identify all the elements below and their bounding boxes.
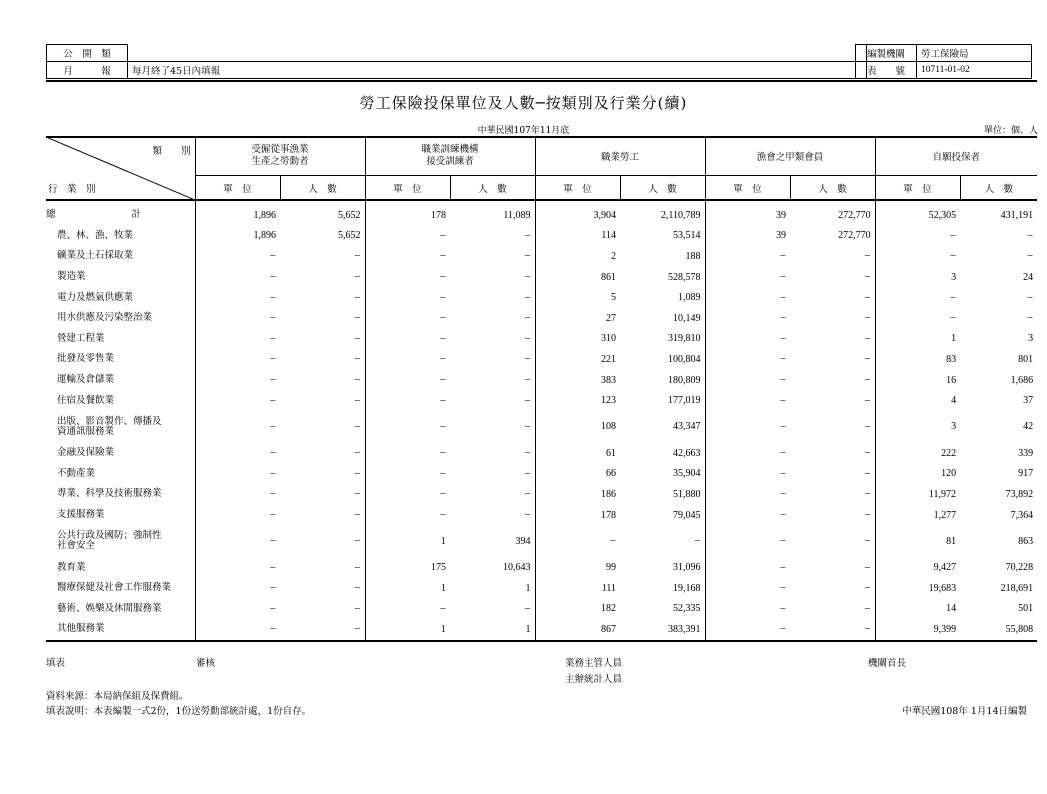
cell-persons: − bbox=[694, 535, 701, 548]
cell-persons: − bbox=[524, 467, 531, 480]
cell-persons: − bbox=[354, 271, 361, 284]
cell-persons: − bbox=[864, 535, 871, 548]
header-value-agency: 勞工保險局 bbox=[917, 45, 1032, 62]
cell-persons: 79,045 bbox=[673, 509, 701, 521]
cell-units: − bbox=[705, 599, 790, 620]
cell-persons: − bbox=[864, 488, 871, 501]
table-row bbox=[46, 287, 1037, 308]
cell-persons: 24 bbox=[1023, 271, 1034, 283]
cell-persons: − bbox=[864, 420, 871, 433]
cell-units: − bbox=[195, 267, 280, 288]
cell-units: 1 bbox=[875, 329, 960, 350]
subheader-persons: 人 數 bbox=[790, 176, 875, 201]
cell-units: 1 bbox=[365, 619, 450, 641]
cell-persons: − bbox=[864, 332, 871, 345]
cell-units: 39 bbox=[705, 200, 790, 226]
header-left-row bbox=[47, 45, 867, 62]
cell-persons: − bbox=[864, 509, 871, 522]
corner-cell bbox=[46, 137, 195, 200]
cell-units: − bbox=[705, 329, 790, 350]
cell-units: − bbox=[195, 484, 280, 505]
cell-units: 61 bbox=[535, 443, 620, 464]
cell-persons: − bbox=[1026, 312, 1034, 325]
row-label-industry: 用水供應及污染整治業 bbox=[57, 312, 153, 324]
subheader-units: 單 位 bbox=[365, 176, 450, 201]
cell-persons: 51,880 bbox=[673, 488, 701, 500]
cell-persons: 528,578 bbox=[668, 271, 701, 283]
row-label-industry: 不動產業 bbox=[57, 467, 96, 479]
cell-persons: 100,804 bbox=[668, 353, 701, 365]
cell-units: − bbox=[365, 390, 450, 411]
cell-persons: − bbox=[524, 312, 531, 325]
table-row bbox=[46, 578, 1037, 599]
cell-units: − bbox=[705, 525, 790, 557]
group-header-fishery-workers: 受僱從事漁業 生產之勞動者 bbox=[195, 137, 365, 176]
cell-persons: − bbox=[354, 561, 361, 574]
corner-bottom-label: 行 業 別 bbox=[48, 184, 96, 195]
cell-units: 1,896 bbox=[195, 200, 280, 226]
cell-units: 19,683 bbox=[875, 578, 960, 599]
cell-persons: 272,770 bbox=[838, 230, 871, 242]
cell-persons: − bbox=[524, 250, 531, 263]
table-row bbox=[46, 411, 1037, 443]
cell-units: − bbox=[705, 557, 790, 578]
table-row bbox=[46, 246, 1037, 267]
header-value-period: 每月終了45日內填報 bbox=[128, 62, 867, 79]
cell-persons: 1,089 bbox=[678, 292, 701, 304]
cell-persons: − bbox=[524, 291, 531, 304]
cell-persons: − bbox=[864, 447, 871, 460]
cell-units: − bbox=[705, 370, 790, 391]
table-body bbox=[46, 200, 1037, 641]
cell-persons: 43,347 bbox=[673, 421, 701, 433]
cell-units: − bbox=[875, 246, 960, 267]
cell-persons: − bbox=[864, 467, 871, 480]
header-right-box bbox=[855, 44, 1032, 79]
cell-persons: 19,168 bbox=[673, 582, 701, 594]
cell-units: − bbox=[195, 308, 280, 329]
cell-units: 3,904 bbox=[535, 200, 620, 226]
footer-supervisor: 業務主管人員 bbox=[565, 658, 623, 669]
subheader-persons: 人 數 bbox=[450, 176, 535, 201]
group-header-fishermen-association: 漁會之甲類會員 bbox=[705, 137, 875, 176]
top-rule bbox=[46, 80, 1037, 82]
footer-date: 中華民國108年 1月14日編製 bbox=[902, 706, 1027, 717]
cell-units: − bbox=[365, 505, 450, 526]
cell-units: − bbox=[705, 349, 790, 370]
row-label-industry: 金融及保險業 bbox=[57, 447, 115, 459]
cell-units: 1 bbox=[365, 525, 450, 557]
cell-persons: 10,149 bbox=[673, 312, 701, 324]
cell-persons: 10,643 bbox=[503, 562, 531, 574]
cell-persons: − bbox=[864, 374, 871, 387]
subheader-units: 單 位 bbox=[535, 176, 620, 201]
cell-persons: 7,364 bbox=[1010, 509, 1034, 521]
cell-persons: 42,663 bbox=[673, 447, 701, 459]
table-row bbox=[46, 390, 1037, 411]
cell-units: − bbox=[365, 599, 450, 620]
cell-units: − bbox=[705, 578, 790, 599]
row-label-industry: 批發及零售業 bbox=[57, 353, 115, 365]
cell-units: − bbox=[365, 349, 450, 370]
table-row bbox=[46, 443, 1037, 464]
data-table bbox=[46, 137, 1037, 642]
subheader-units: 單 位 bbox=[875, 176, 960, 201]
footer-review: 審核 bbox=[196, 658, 216, 669]
table-row bbox=[46, 464, 1037, 485]
cell-persons: 70,228 bbox=[1005, 562, 1034, 574]
cell-persons: 5,652 bbox=[338, 230, 361, 242]
table-row bbox=[46, 200, 1037, 226]
cell-persons: 394 bbox=[515, 535, 531, 547]
row-label-industry: 電力及燃氣供應業 bbox=[57, 291, 134, 303]
cell-persons: 272,770 bbox=[838, 209, 871, 221]
subheader-persons: 人 數 bbox=[280, 176, 365, 201]
row-label-industry: 農、林、漁、牧業 bbox=[57, 229, 134, 241]
cell-units: − bbox=[195, 370, 280, 391]
cell-persons: 3 bbox=[1028, 333, 1034, 345]
header-value-form-no: 10711-01-02 bbox=[917, 62, 1032, 79]
cell-units: − bbox=[365, 246, 450, 267]
cell-units: 861 bbox=[535, 267, 620, 288]
cell-units: − bbox=[365, 464, 450, 485]
cell-persons: 1,686 bbox=[1010, 374, 1034, 386]
cell-units: 1,277 bbox=[875, 505, 960, 526]
table-row bbox=[46, 267, 1037, 288]
page-title: 勞工保險投保單位及人數─按類別及行業分(續) bbox=[359, 94, 688, 112]
cell-persons: 1 bbox=[450, 619, 535, 641]
cell-persons: 339 bbox=[1018, 447, 1034, 459]
cell-units: − bbox=[365, 411, 450, 443]
cell-persons: − bbox=[524, 271, 531, 284]
cell-units: 4 bbox=[875, 390, 960, 411]
cell-persons: 42 bbox=[1023, 421, 1034, 433]
cell-persons: − bbox=[864, 250, 871, 263]
cell-units: − bbox=[365, 443, 450, 464]
cell-persons: 383,391 bbox=[620, 619, 705, 641]
table-row bbox=[46, 484, 1037, 505]
cell-units: 5 bbox=[535, 287, 620, 308]
cell-persons: 73,892 bbox=[1005, 488, 1034, 500]
cell-persons: − bbox=[354, 420, 361, 433]
cell-persons: − bbox=[864, 394, 871, 407]
group-header-occupational-workers: 職業勞工 bbox=[535, 137, 705, 176]
cell-units: − bbox=[705, 267, 790, 288]
cell-persons: − bbox=[354, 582, 361, 595]
cell-units: − bbox=[195, 505, 280, 526]
cell-units: − bbox=[705, 246, 790, 267]
cell-units: − bbox=[195, 287, 280, 308]
cell-units: − bbox=[705, 411, 790, 443]
row-label-industry: 製造業 bbox=[57, 271, 86, 283]
cell-units: 39 bbox=[705, 226, 790, 247]
cell-persons: 180,809 bbox=[668, 374, 701, 386]
footer-source: 資料來源：本局納保組及保費組。 bbox=[46, 691, 189, 702]
cell-units: 14 bbox=[875, 599, 960, 620]
cell-persons: − bbox=[354, 312, 361, 325]
cell-persons: 863 bbox=[1018, 535, 1034, 547]
cell-persons: − bbox=[1026, 291, 1034, 304]
cell-persons: − bbox=[864, 561, 871, 574]
cell-persons: − bbox=[354, 509, 361, 522]
cell-units: − bbox=[705, 390, 790, 411]
table-row bbox=[46, 329, 1037, 350]
cell-persons: − bbox=[354, 447, 361, 460]
cell-persons: − bbox=[1026, 250, 1034, 263]
cell-persons: 218,691 bbox=[1000, 582, 1034, 594]
cell-units: 1 bbox=[365, 578, 450, 599]
cell-persons: − bbox=[354, 353, 361, 366]
cell-units: − bbox=[875, 308, 960, 329]
cell-units: 11,972 bbox=[875, 484, 960, 505]
table-row bbox=[46, 557, 1037, 578]
cell-persons: − bbox=[864, 582, 871, 595]
cell-persons: − bbox=[524, 488, 531, 501]
cell-units: 9,399 bbox=[875, 619, 960, 641]
corner-top-label: 類 別 bbox=[152, 146, 191, 157]
cell-units: − bbox=[195, 619, 280, 641]
cell-units: 175 bbox=[365, 557, 450, 578]
cell-persons: − bbox=[864, 312, 871, 325]
cell-persons: − bbox=[864, 291, 871, 304]
cell-persons: − bbox=[354, 250, 361, 263]
header-right-row bbox=[856, 45, 1032, 62]
table-row bbox=[46, 308, 1037, 329]
cell-units: − bbox=[365, 484, 450, 505]
cell-persons: − bbox=[524, 447, 531, 460]
cell-persons: − bbox=[524, 353, 531, 366]
cell-units: − bbox=[195, 578, 280, 599]
cell-units: 108 bbox=[535, 411, 620, 443]
row-label-industry: 藝術、娛樂及休閒服務業 bbox=[57, 602, 162, 614]
group-header-row bbox=[46, 137, 1037, 176]
row-label-industry: 支援服務業 bbox=[57, 509, 105, 521]
row-label-industry: 其他服務業 bbox=[46, 619, 195, 641]
cell-units: − bbox=[195, 390, 280, 411]
header-left-box bbox=[46, 44, 867, 79]
cell-persons: − bbox=[524, 332, 531, 345]
cell-persons: 53,514 bbox=[673, 230, 701, 242]
cell-units: 182 bbox=[535, 599, 620, 620]
cell-units: − bbox=[195, 246, 280, 267]
cell-units: − bbox=[705, 505, 790, 526]
table-row bbox=[46, 619, 1037, 641]
cell-units: 178 bbox=[365, 200, 450, 226]
row-label-industry: 專業、科學及技術服務業 bbox=[57, 488, 162, 500]
row-label-industry: 住宿及餐飲業 bbox=[57, 394, 115, 406]
row-label-industry: 教育業 bbox=[57, 561, 86, 573]
cell-persons: − bbox=[354, 332, 361, 345]
subheader-persons: 人 數 bbox=[960, 176, 1037, 201]
cell-units: 114 bbox=[535, 226, 620, 247]
cell-units: 310 bbox=[535, 329, 620, 350]
cell-persons: − bbox=[524, 374, 531, 387]
cell-persons: − bbox=[280, 619, 365, 641]
cell-persons: − bbox=[524, 420, 531, 433]
cell-units: − bbox=[195, 329, 280, 350]
cell-units: 99 bbox=[535, 557, 620, 578]
subheader-units: 單 位 bbox=[195, 176, 280, 201]
cell-units: − bbox=[365, 267, 450, 288]
cell-units: 111 bbox=[535, 578, 620, 599]
cell-units: 9,427 bbox=[875, 557, 960, 578]
table-row bbox=[46, 349, 1037, 370]
cell-units: − bbox=[365, 226, 450, 247]
table-row bbox=[46, 599, 1037, 620]
cell-persons: − bbox=[524, 229, 531, 242]
cell-persons: 2,110,789 bbox=[660, 209, 701, 221]
cell-units: 3 bbox=[875, 411, 960, 443]
cell-units: − bbox=[705, 308, 790, 329]
cell-units: − bbox=[365, 308, 450, 329]
cell-units: 27 bbox=[535, 308, 620, 329]
row-label-industry: 營建工程業 bbox=[57, 332, 105, 344]
cell-persons: 801 bbox=[1018, 353, 1034, 365]
cell-persons: 55,808 bbox=[960, 619, 1037, 641]
cell-persons: − bbox=[1026, 229, 1034, 242]
cell-persons: − bbox=[524, 602, 531, 615]
cell-persons: 5,652 bbox=[338, 209, 361, 221]
cell-units: 123 bbox=[535, 390, 620, 411]
row-label-industry: 醫療保健及社會工作服務業 bbox=[57, 582, 172, 594]
cell-units: − bbox=[365, 329, 450, 350]
cell-persons: − bbox=[354, 467, 361, 480]
cell-persons: − bbox=[354, 394, 361, 407]
cell-persons: 37 bbox=[1023, 395, 1034, 407]
cell-persons: − bbox=[354, 291, 361, 304]
subheader-units: 單 位 bbox=[705, 176, 790, 201]
cell-units: − bbox=[195, 411, 280, 443]
cell-persons: 501 bbox=[1018, 603, 1034, 615]
table-row bbox=[46, 370, 1037, 391]
cell-units: − bbox=[705, 443, 790, 464]
row-label-industry: 出版、影音製作、傳播及 資通訊服務業 bbox=[57, 415, 162, 437]
row-label-total: 總 計 bbox=[46, 209, 142, 221]
cell-units: − bbox=[195, 464, 280, 485]
cell-units: − bbox=[535, 525, 620, 557]
cell-units: 81 bbox=[875, 525, 960, 557]
header-left-row bbox=[47, 62, 867, 79]
cell-persons: 35,904 bbox=[673, 468, 701, 480]
header-right-row bbox=[856, 62, 1032, 79]
footer-note: 填表說明：本表編製一式2份，1份送勞動部統計處，1份自存。 bbox=[46, 706, 312, 717]
cell-persons: − bbox=[864, 271, 871, 284]
cell-units: − bbox=[875, 226, 960, 247]
cell-persons: 917 bbox=[1018, 468, 1034, 480]
cell-units: 178 bbox=[535, 505, 620, 526]
cell-units: − bbox=[705, 287, 790, 308]
cell-units: − bbox=[195, 525, 280, 557]
footer-head: 機關首長 bbox=[868, 658, 907, 669]
header-label-period: 月 報 bbox=[47, 62, 128, 79]
cell-units: 222 bbox=[875, 443, 960, 464]
cell-persons: − bbox=[864, 602, 871, 615]
cell-units: 66 bbox=[535, 464, 620, 485]
cell-persons: 31,096 bbox=[673, 562, 701, 574]
cell-units: − bbox=[875, 287, 960, 308]
header-label-class: 公 開 類 bbox=[47, 45, 128, 62]
cell-persons: 431,191 bbox=[1000, 209, 1034, 221]
cell-units: 383 bbox=[535, 370, 620, 391]
cell-persons: − bbox=[354, 374, 361, 387]
table-row bbox=[46, 226, 1037, 247]
table-row bbox=[46, 505, 1037, 526]
cell-units: 2 bbox=[535, 246, 620, 267]
cell-units: 186 bbox=[535, 484, 620, 505]
cell-units: 3 bbox=[875, 267, 960, 288]
cell-persons: − bbox=[790, 619, 875, 641]
header-label-agency: 編製機關 bbox=[856, 45, 917, 62]
cell-persons: − bbox=[524, 394, 531, 407]
cell-persons: − bbox=[864, 353, 871, 366]
cell-units: 16 bbox=[875, 370, 960, 391]
cell-units: − bbox=[195, 349, 280, 370]
cell-persons: − bbox=[354, 535, 361, 548]
group-header-vocational-trainees: 職業訓練機構 接受訓練者 bbox=[365, 137, 535, 176]
cell-units: − bbox=[705, 484, 790, 505]
cell-units: 1,896 bbox=[195, 226, 280, 247]
header-label-form-no: 表 號 bbox=[856, 62, 917, 79]
footer-fill: 填表 bbox=[46, 658, 66, 669]
cell-units: 867 bbox=[535, 619, 620, 641]
cell-units: 83 bbox=[875, 349, 960, 370]
cell-persons: 177,019 bbox=[668, 395, 701, 407]
cell-units: 120 bbox=[875, 464, 960, 485]
cell-persons: − bbox=[354, 488, 361, 501]
cell-persons: 1 bbox=[525, 582, 531, 594]
cell-persons: 52,335 bbox=[673, 603, 701, 615]
cell-units: 221 bbox=[535, 349, 620, 370]
cell-units: − bbox=[705, 464, 790, 485]
cell-persons: 11,089 bbox=[503, 209, 531, 221]
cell-persons: 319,810 bbox=[668, 333, 701, 345]
row-label-industry: 礦業及土石採取業 bbox=[57, 250, 134, 262]
cell-units: − bbox=[195, 557, 280, 578]
cell-persons: − bbox=[354, 602, 361, 615]
cell-persons: 188 bbox=[685, 250, 701, 262]
footer-statistician: 主辦統計人員 bbox=[565, 674, 623, 685]
unit-label: 單位：個、人 bbox=[983, 126, 1038, 136]
cell-units: − bbox=[365, 370, 450, 391]
table-row bbox=[46, 525, 1037, 557]
cell-units: 52,305 bbox=[875, 200, 960, 226]
cell-units: − bbox=[365, 287, 450, 308]
cell-units: − bbox=[195, 599, 280, 620]
subheader-persons: 人 數 bbox=[620, 176, 705, 201]
cell-persons: − bbox=[524, 509, 531, 522]
row-label-industry: 運輸及倉儲業 bbox=[57, 374, 115, 386]
cell-units: − bbox=[195, 443, 280, 464]
cell-units: − bbox=[705, 619, 790, 641]
row-label-industry: 公共行政及國防；強制性 社會安全 bbox=[57, 530, 162, 552]
subtitle: 中華民國107年11月底 bbox=[477, 126, 570, 136]
group-header-voluntary-insured: 自願投保者 bbox=[875, 137, 1037, 176]
